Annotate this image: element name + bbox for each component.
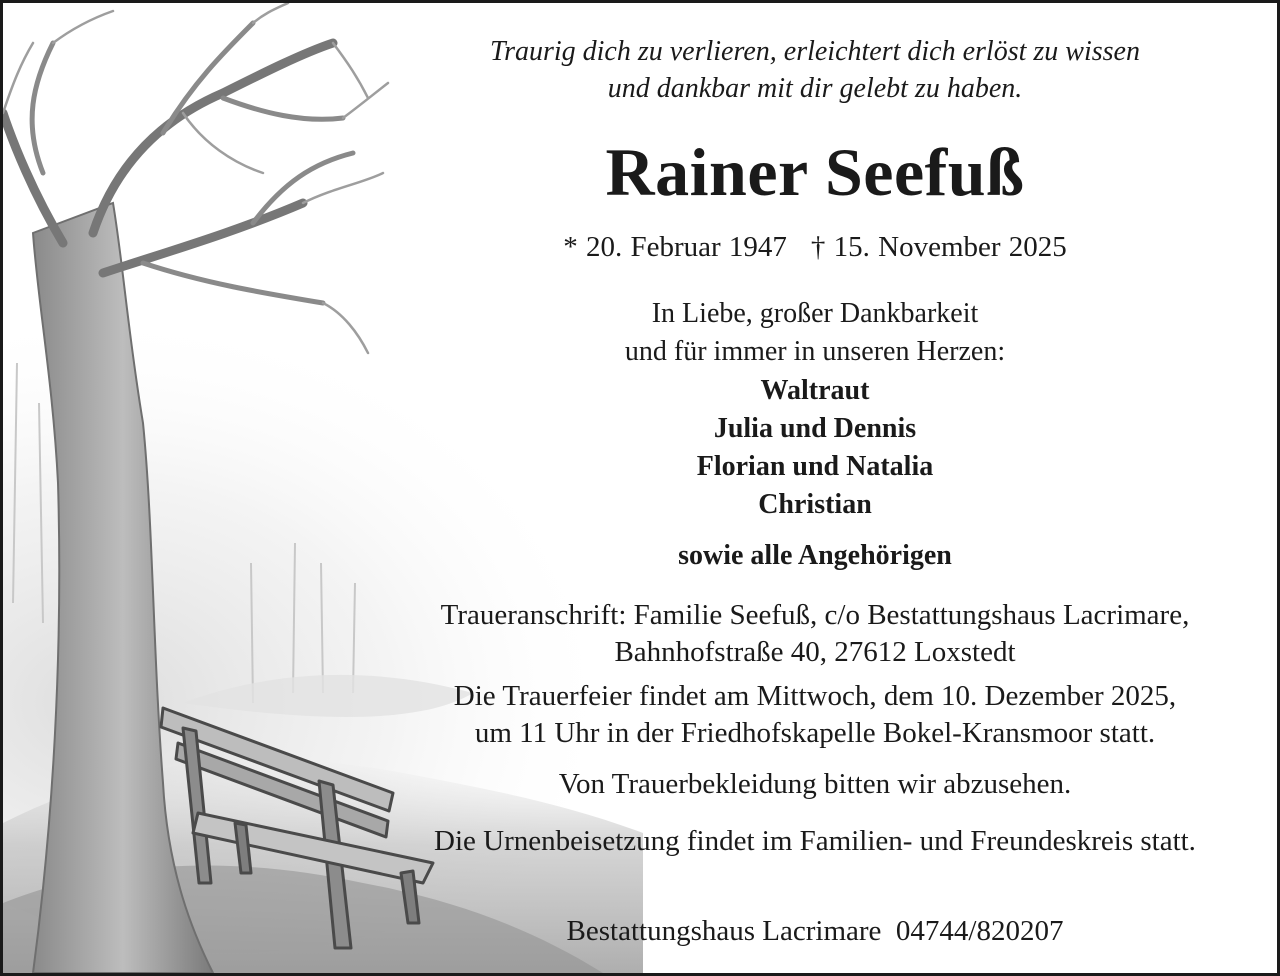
birth-date: * 20. Februar 1947 xyxy=(563,231,787,263)
undertaker-name: Bestattungshaus Lacrimare xyxy=(566,915,882,947)
funeral-ceremony xyxy=(375,678,1255,752)
mourning-address xyxy=(375,597,1255,671)
ceremony-line: Die Trauerfeier findet am Mittwoch, dem 10. Dezember 2025, xyxy=(453,680,1177,712)
address-line: Bahnhofstraße 40, 27612 Loxstedt xyxy=(614,636,1016,668)
family-member: Waltraut xyxy=(760,375,870,406)
urn-burial-note: Die Urnenbeisetzung findet im Familien- und Freundeskreis statt. xyxy=(434,825,1196,857)
undertaker-phone: 04744/820207 xyxy=(895,915,1064,947)
family-list xyxy=(375,372,1255,524)
family-member: Julia und Dennis xyxy=(713,413,917,444)
motto-line: und dankbar mit dir gelebt zu haben. xyxy=(607,73,1023,104)
family-member: Christian xyxy=(758,489,872,520)
life-dates xyxy=(375,227,1255,267)
motto-verse xyxy=(375,33,1255,107)
family-member: Florian und Natalia xyxy=(696,451,934,482)
address-line: Traueranschrift: Familie Seefuß, c/o Bestattungshaus Lacrimare, xyxy=(440,599,1190,631)
deceased-name: Rainer Seefuß xyxy=(605,134,1025,210)
dedication-line: In Liebe, großer Dankbarkeit xyxy=(651,298,979,329)
relatives-line: sowie alle Angehörigen xyxy=(678,540,952,571)
undertaker-contact xyxy=(375,913,1255,950)
motto-line: Traurig dich zu verlieren, erleichtert dich erlöst zu wissen xyxy=(490,36,1140,67)
dedication-line: und für immer in unseren Herzen: xyxy=(624,336,1006,367)
death-date: † 15. November 2025 xyxy=(810,231,1067,263)
dedication xyxy=(375,295,1255,371)
ceremony-line: um 11 Uhr in der Friedhofskapelle Bokel-Kransmoor statt. xyxy=(474,717,1156,749)
clothing-note: Von Trauerbekleidung bitten wir abzusehen. xyxy=(558,768,1072,800)
